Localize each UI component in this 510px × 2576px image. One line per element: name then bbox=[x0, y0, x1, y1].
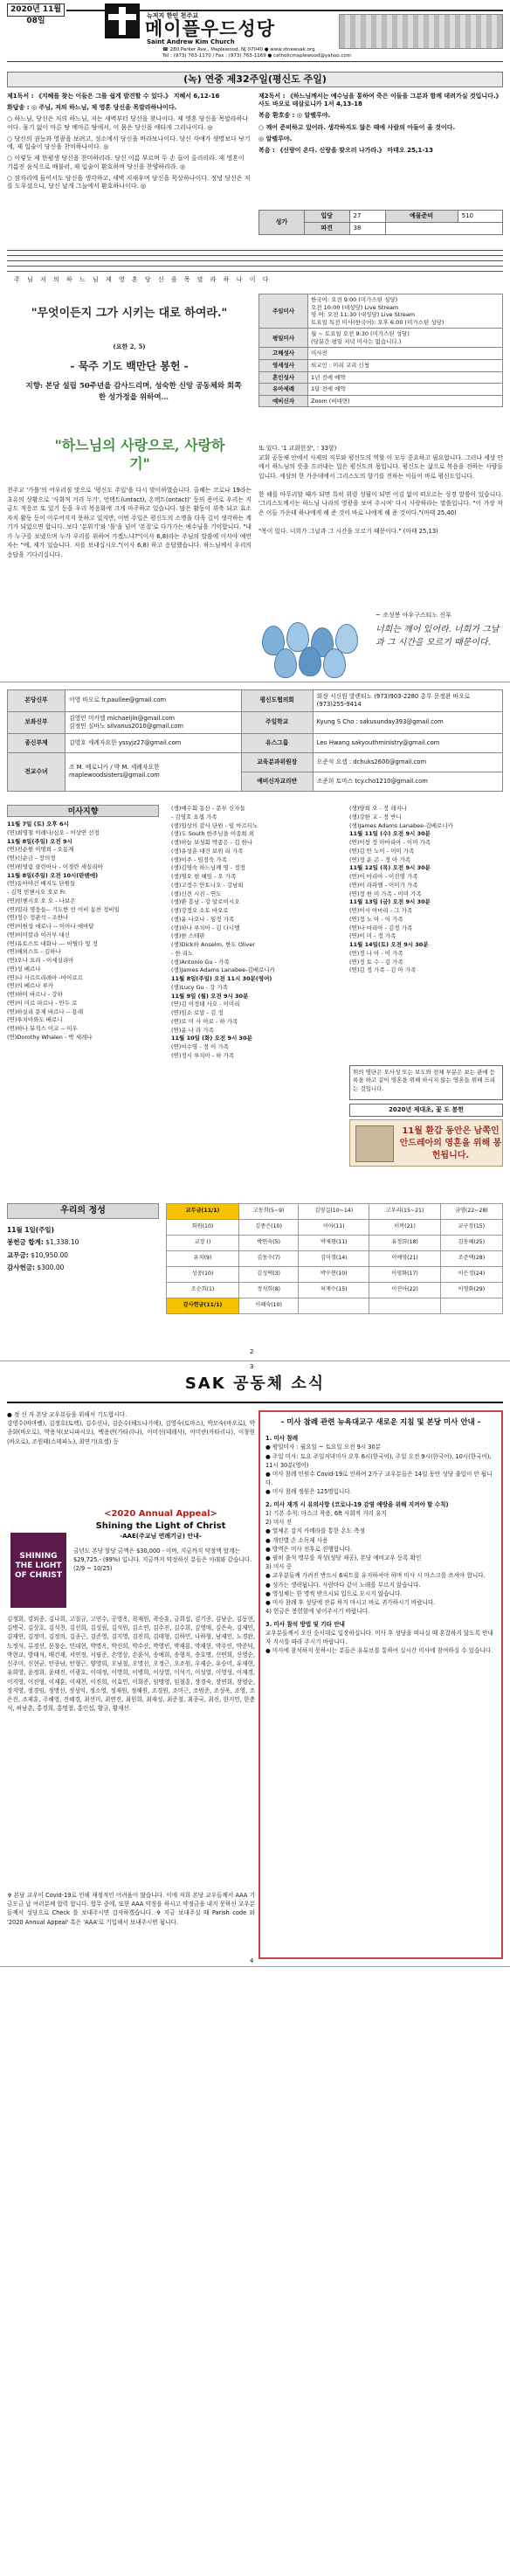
mass-intention-line: (연)하실리 문제 바르나 -- 용래 bbox=[7, 1008, 84, 1015]
mass-intention-line: (생)Antonio Gu - 가족 bbox=[171, 958, 230, 966]
mass-intention-line: (연)하미 바르나 - 강하 bbox=[7, 991, 63, 998]
mass-intention-line: (생)일상의 감사 단원 - 임 마르티노 bbox=[171, 821, 258, 829]
psalm-verse-3: ○ 이렇듯 제 한평생 당신을 찬미하리라. 당신 이름 부르며 두 손 들어 올리리라. 제 영혼이 기름진 음식으로 배불러, 제 입술이 환호하며 당신을 찬양하리라. ◎ bbox=[7, 155, 245, 170]
mass-intention-line: (연)이 미르 파르나 - 안두 로 bbox=[7, 999, 78, 1007]
mass-intention-line: (연)유토스트 대화나 --- 마틸다 및 정 bbox=[7, 939, 99, 947]
offering-date: 11월 1일(주일) bbox=[7, 1226, 55, 1234]
page-number: 4 bbox=[250, 1957, 254, 1964]
mass-intention-line: (연)정수 정관석 - 조한나 bbox=[7, 914, 69, 922]
schedule-cell: 고우리(15~21) bbox=[369, 1204, 440, 1220]
mass-intentions-col3 bbox=[349, 805, 503, 975]
essay-signature: ~ 조성봉 아우구스티노 신부 bbox=[376, 612, 451, 619]
gospel-acclamation: 복음 환호송 : ◎ 알렐루야. bbox=[258, 112, 331, 120]
mass-intention-line: (연)최명철 이레나/심오 - 이상연 선정 bbox=[7, 828, 100, 836]
mass-intention-line: (연)오나 요리 - 이세실리아 bbox=[7, 957, 74, 964]
offering-row: 봉헌금 합계: $1,338.10 bbox=[7, 1238, 79, 1247]
mass-intention-line: (생)김영숙 하느님께 영 - 정정 bbox=[171, 864, 245, 872]
staff-contact: Leo Hwang sakyouthministry@gmail.com bbox=[313, 733, 502, 752]
mass-intention-line: (연)빈첸시오 오 오 - 나보은 bbox=[7, 897, 76, 904]
offering-row: 감사헌금: $300.00 bbox=[7, 1263, 65, 1271]
schedule-cell: 이영화(29) bbox=[440, 1283, 502, 1298]
church-name-en: Saint Andrew Kim Church bbox=[147, 38, 235, 45]
mass-intention-line: (생)하늘 보성회 박종은 - 김 한나 bbox=[171, 839, 253, 846]
church-address: ☎ 280 Parker Ave., Maplewood, NJ 07040 ● www.stnewsak.org bbox=[162, 47, 315, 52]
staff-line bbox=[7, 266, 503, 267]
mass-intention-line: 11월 7일 (토) 오후 6시 bbox=[7, 821, 69, 828]
schedule-row bbox=[167, 1204, 503, 1220]
hymn-recessional-label: 파견 bbox=[304, 223, 349, 235]
mass-intention-line: (생)하나 루치아 - 김 다니엘 bbox=[171, 924, 240, 931]
gospel-acclamation-end: ◎ 알렐루야. bbox=[258, 135, 293, 142]
schedule-cell: 이진아(22) bbox=[369, 1283, 440, 1298]
mass-intention-line: (연)나 사르트리레아 -마이로르 bbox=[7, 973, 83, 981]
mass-intention-line: (연)이원성 에로나 -- 이아나 애마달 bbox=[7, 923, 94, 930]
mass-intention-line: (연)하나 뮤직스 이코 -- 미우 bbox=[7, 1025, 78, 1032]
staff-role: 종신부제 bbox=[8, 733, 65, 752]
schedule-cell: 이예영(21) bbox=[369, 1251, 440, 1267]
schedule-cell: 성중(10) bbox=[167, 1267, 239, 1283]
prayer-title: "무엇이든지 그가 시키는 대로 하여라." bbox=[31, 307, 228, 320]
mass-guidelines-box bbox=[258, 1410, 503, 1959]
bulletin-date: 2020년 11월 08일 bbox=[7, 3, 65, 17]
memorial-image bbox=[355, 1125, 394, 1162]
schedule-row bbox=[167, 1251, 503, 1267]
schedule-row bbox=[167, 1220, 503, 1236]
mass-intention-line: (연)이수영 - 정 이 가족 bbox=[171, 1043, 229, 1050]
mass-intention-line: 11월 8일(주일) 오전 10시(판텐에) bbox=[7, 871, 99, 879]
church-contact: Tel : (973) 763-1170 / Fax : (973) 763-1169 ● catholicmaplewood@yahoo.com bbox=[162, 53, 352, 59]
mass-intention-line: (생)James Adams Lanabee-김베로니카 bbox=[171, 966, 275, 974]
prayer-intention: 지향: 본당 설립 50주년을 감사드리며, 성숙한 신앙 공동체와 회쪽한 성가정을 위하여… bbox=[25, 382, 242, 402]
hymn-empty bbox=[385, 223, 502, 235]
mass-intention-line: (연)이 미 - 정 가족 bbox=[349, 932, 396, 940]
appeal-title: <2020 Annual Appeal> bbox=[104, 1509, 217, 1519]
mass-intention-line: 11월 8일(주일) 오전 9시 bbox=[7, 837, 72, 845]
essay-title: "하느님의 사랑으로, 사랑하기" bbox=[54, 437, 225, 472]
guideline-item: ● 미사 참례 정원은 125명입니다. bbox=[265, 1488, 352, 1496]
essay-left: 천주교 '가톨'의 어우러짐 맛으로 '평신도 주일'을 다시 맞이하였습니다. 올해는 코로나 19라는 초유의 상황으로 '사회적 거리 두기', 언택트(untact), 온택트(ontact)' 등의 용어로 우리는 지금도 적응코 또 있기 등을 우리 복음화에 크게 마주하고 있습니다. 많은 활동이 위축 되고 효소자치 활동 등이 이루어지지 못하고 있지만, 이번 주일은 평신도의 소명을 더욱 깊이 생각하는 계기가 되었으면 합니다. 보다 '분위기'와 '틀'을 넘어 '본질'로 다가가는 예수님을 기억합니다. "내가 누구를 보냈으며 누가 우리를 위하여 가겠느냐?"(이사 6,8)라는 주님의 말씀에 이사야 예언자는 "예, 제가 있습니다. 저를 보내십시오."(이사 6,8) 하고 응답했습니다. 하느님께서 우리의 응답을 기다리십니다. bbox=[7, 487, 252, 558]
mass-intention-line: (연)정시 루치아 - 하 가족 bbox=[171, 1051, 235, 1059]
guideline-item: ● 영성체는 한 명씩 받으시되 입으로 모시지 않습니다. bbox=[265, 1589, 403, 1597]
psalm-verse-1: ○ 하느님, 당신은 저의 하느님, 저는 새벽부터 당신을 찾나이다. 제 영혼 당신을 목말라하나이다. 물기 없이 마른 땅 메마른 땅에서, 이 몸은 당신을 애타게 그리나이다. ◎ bbox=[7, 115, 249, 131]
hymn-recessional-number: 38 bbox=[349, 223, 385, 235]
church-name: 메이플우드성당 bbox=[145, 18, 276, 39]
community-news-title: SAK 공동체 소식 bbox=[184, 1375, 326, 1393]
info-key: 주일미사 bbox=[259, 294, 308, 329]
schedule-cell: 이혜숙(10) bbox=[239, 1298, 299, 1314]
mass-intention-line: (생)유성훈 대건 보위 리 가족 bbox=[171, 847, 244, 855]
psalm-score bbox=[7, 243, 503, 287]
appeal-logo: SHINING THE LIGHT OF CHRIST bbox=[10, 1533, 66, 1608]
staff-contact: 김영호 세례자요한 yssyjz27@gmail.com bbox=[65, 733, 242, 752]
guideline-item: 3) 미사 중 bbox=[265, 1563, 293, 1571]
mass-intention-line: (연)이시 아마리 - 그 가족 bbox=[349, 907, 413, 914]
page-4-blank bbox=[0, 1966, 510, 2576]
schedule-cell: 고동희(5~9) bbox=[239, 1204, 299, 1220]
staff-role: 유스그룹 bbox=[241, 733, 313, 752]
info-value: 외교인 : 미리 교리 신청 bbox=[308, 360, 503, 372]
staff-directory bbox=[7, 689, 503, 792]
staff-role: 평신도협의회 bbox=[241, 690, 313, 712]
mass-intention-line: (생)강한 교 - 정 반니 bbox=[349, 813, 402, 821]
info-value: 1달 전에 예약 bbox=[308, 384, 503, 396]
info-value: Zoom (비대면) bbox=[308, 395, 503, 407]
schedule-cell: 유치(9) bbox=[167, 1251, 239, 1267]
mass-intention-line: (생)신전 시진 - 연도 bbox=[171, 890, 222, 897]
page-3 bbox=[0, 1361, 510, 1966]
offering-title: 우리의 정성 bbox=[7, 1203, 159, 1219]
mass-intention-line: (생)이주 - 임정숙 가족 bbox=[171, 855, 227, 863]
guideline-item: 4) 헌금은 봉헌함에 넣어주시기 바랍니다. bbox=[265, 1608, 370, 1616]
score-lyrics: 주 님 저 의 하 느 님 제 영 혼 당 신 을 목 말 라 하 나 이 다 bbox=[14, 276, 272, 283]
memorial-text: 11월 환갑 동안은 남쪽인 안드레아의 영혼을 위해 봉헌됩니다. bbox=[399, 1126, 502, 1160]
appeal-subtitle: Shining the Light of Christ bbox=[95, 1521, 226, 1531]
cross-icon bbox=[119, 7, 126, 35]
mass-intention-line: (연)이 라파엘 - 이미가 가족 bbox=[349, 881, 418, 889]
mass-intention-line: (연)이 마리아 - 이진영 가족 bbox=[349, 873, 418, 880]
schedule-row bbox=[167, 1267, 503, 1283]
prayer-subtitle: - 묵주 기도 백만단 봉헌 - bbox=[70, 360, 189, 372]
mass-intention-line: (연)정 나 아 - 이 가족 bbox=[349, 949, 403, 957]
info-value: 미사전 bbox=[308, 348, 503, 360]
schedule-cell: 김종은(10) bbox=[239, 1220, 299, 1236]
mass-intention-line: (연)나 마리아 - 김정 가족 bbox=[349, 924, 413, 931]
notice-text: 위의 명단은 오사성 또는 보도와 전체 부분은 보는 관에 등록을 하고 같이 영혼을 위해 하시지 않는 영혼들 위해 드리는 것입니다. bbox=[353, 1069, 496, 1092]
info-key: 고해성사 bbox=[259, 348, 308, 360]
info-value: 월 ~ 토요일 오전 9:30 (미가스틴 성당) (당분간 평일 저녁 미사는 없습니다.) bbox=[308, 329, 503, 348]
staff-contact: 김영인 미카엘 michaeljin@gmail.com 김정민 실바노 silvanus2010@gmail.com bbox=[65, 711, 242, 733]
psalm-verse-2: ○ 당신의 권능과 영광을 보려고, 성소에서 당신을 바라보나이다. 당신 자애가 생명보다 낫기에, 제 입술이 당신을 찬미하나이다. ◎ bbox=[7, 135, 251, 151]
mass-intention-line: (연)동아야건 배지도 단원들 bbox=[7, 880, 76, 888]
mass-intention-line: (생)윤 나오나 - 임정 가족 bbox=[171, 915, 235, 923]
hymn-offertory-label: 예물준비 bbox=[385, 211, 458, 223]
schedule-cell: 교구장(15) bbox=[440, 1220, 502, 1236]
mass-intention-line: (연)정 토 수 - 김 가족 bbox=[349, 958, 403, 966]
schedule-cell: 김성택(3) bbox=[239, 1267, 299, 1283]
memorial-box bbox=[349, 1119, 503, 1167]
mass-intention-line: (연)이창 정 아마리아 - 이미 가족 bbox=[349, 839, 431, 846]
mass-intentions-col1 bbox=[7, 821, 166, 1042]
schedule-cell: 박연숙(5) bbox=[239, 1236, 299, 1251]
offering-row: 교무금: $10,950.00 bbox=[7, 1250, 69, 1259]
guideline-item: ● 개인별 손 소독제 사용 bbox=[265, 1536, 328, 1544]
staff-contact: 이영 바오로 fr.paullee@gmail.com bbox=[65, 690, 242, 712]
staff-contact: 오준석 요셉 : dchuks2600@gmail.com bbox=[313, 752, 502, 772]
guideline-item: ● 주일 미사: 토요 주일저녁미사 오후 6시(한국어), 주일 오전 9시(한국어), 10시(한국어), 11시 30분(영어) bbox=[265, 1452, 492, 1469]
mass-intention-line: (생)환 흥남 - 강 알로이시오 bbox=[171, 898, 240, 906]
staff-role: 전교수녀 bbox=[8, 752, 65, 791]
schedule-cell: 허재수(15) bbox=[299, 1283, 369, 1298]
schedule-cell: 감사헌금(11/1) bbox=[167, 1298, 239, 1314]
staff-line bbox=[7, 271, 503, 272]
schedule-cell: 조준택(28) bbox=[440, 1251, 502, 1267]
mass-intention-line: (연)김 안 노이 - 이미 가족 bbox=[349, 847, 415, 855]
offering-summary bbox=[7, 1224, 159, 1274]
guideline-item: 1) 기본 수칙: 마스크 착용, 6ft 사회적 거리 유지 bbox=[265, 1509, 387, 1517]
info-key: 혼인성사 bbox=[259, 371, 308, 384]
schedule-cell: 이아(11) bbox=[299, 1220, 369, 1236]
schedule-cell bbox=[369, 1298, 440, 1314]
schedule-cell: 김동혜(25) bbox=[440, 1236, 502, 1251]
church-subtitle: 뉴저지 한인 천주교 bbox=[147, 12, 198, 19]
ministry-schedule bbox=[166, 1203, 503, 1314]
mass-intention-line: (연)로 미 사 아로 - 하 가족 bbox=[171, 1017, 238, 1025]
mass-intention-line: - 김영호 요셉 가족 bbox=[171, 813, 217, 821]
info-key: 유아세례 bbox=[259, 384, 308, 396]
staff-contact: 조준희 토마스 tcy.cho1210@gmail.com bbox=[313, 772, 502, 791]
mass-intention-line: (생)명오 현 해일 - 오 가족 bbox=[171, 873, 237, 880]
info-key: 평일미사 bbox=[259, 329, 308, 348]
mass-intention-line: (연)정 노 아 - 이 가족 bbox=[349, 915, 403, 923]
sunday-title: (녹) 연중 제32주일(평신도 주일) bbox=[7, 72, 503, 87]
guideline-item: 2) 미사 전 bbox=[265, 1519, 293, 1527]
schedule-row bbox=[167, 1283, 503, 1298]
mass-intention-line: (연)진순원 이명희 - 오동재 bbox=[7, 846, 74, 854]
gospel: 복음 : 《신랑이 온다. 신랑을 맞으러 나가라.》 마태오 25,1-13 bbox=[258, 147, 434, 155]
schedule-cell: 교장 () bbox=[167, 1236, 239, 1251]
staff-role: 주일학교 bbox=[241, 711, 313, 733]
guideline-item: 교우분들께서 오신 순서대로 입장하십니다. 미사 후 성당을 떠나실 때 혼잡하지 않도록 안내자 지시를 따라 주시기 바랍니다. bbox=[265, 1629, 493, 1645]
schedule-cell: 정석희(8) bbox=[239, 1283, 299, 1298]
guideline-item: ● 방역은 미사 전후로 진행합니다. bbox=[265, 1545, 353, 1553]
guideline-item: 3. 미사 참석 방법 및 기타 안내 bbox=[265, 1620, 345, 1628]
mass-intention-line: (연)이미칼라 이러부 대신 bbox=[7, 931, 70, 938]
schedule-cell: 유정희(18) bbox=[369, 1236, 440, 1251]
schedule-cell: 박재형(11) bbox=[299, 1236, 369, 1251]
staff-line bbox=[7, 250, 503, 251]
schedule-cell: 김미경(14) bbox=[299, 1251, 369, 1267]
schedule-row bbox=[167, 1236, 503, 1251]
mass-intention-line: 11월 8일(주일) 오전 11시 30분(영어) bbox=[171, 975, 272, 982]
mass-intention-line: (연)김 이정태 사오 - 이미리 bbox=[171, 1001, 240, 1008]
mass-intention-line: (생)Dick하 Anselm, 한도 Oliver bbox=[171, 941, 255, 948]
bulletin-header bbox=[7, 3, 503, 66]
guideline-item: 1. 미사 참례 bbox=[265, 1435, 299, 1443]
readings-left bbox=[7, 93, 252, 194]
guideline-item: ● 미사에 참석하지 못하시는 분들은 유튜브를 통하여 실시간 미사에 참여하실 수 있습니다. bbox=[265, 1647, 493, 1655]
mass-intention-line: (연)김 정 가족 - 김 아 가족 bbox=[349, 966, 417, 974]
staff-contact: 회장 서신원 발렌티노 (973)903-2280 총무 문정완 바오로 (973)255-9414 bbox=[313, 690, 502, 712]
page-2 bbox=[0, 682, 510, 1361]
guidelines-title: - 미사 참례 관련 뉴욕대교구 새로운 지침 및 본당 미사 안내 - bbox=[280, 1418, 481, 1427]
page-number: 2 bbox=[250, 1348, 254, 1355]
schedule-cell: 이영화(17) bbox=[369, 1267, 440, 1283]
psalm-verse-4: ○ 잠자리에 들어서도 당신을 생각하고, 새벽 지새우며 당신을 묵상하나이다. 정녕 당신은 저를 도우셨으니, 당신 날개 그늘에서 환호하나이다. ◎ bbox=[7, 174, 251, 190]
schedule-cell: 금영(22~28) bbox=[440, 1204, 502, 1220]
appeal-body: 금년도 본당 할당 금액은 $30,000 - 이며, 지금까지 약정액 합계는 $29,725.- (99%) 입니다. 지금까지 약정하신 분들은 아래와 같습니다. (2/9 ~ 10/25) bbox=[73, 1548, 252, 1573]
mass-intention-line: (연)정 운 곤 - 정 아 가족 bbox=[349, 855, 411, 863]
staff-contact: 조 M. 베로니카 / 박 M. 세례자요한 maplewoodsisters@gmail.com bbox=[65, 752, 242, 791]
essay-right: 또 있다. '1 교회헌장', : 33항) 교회 공동체 안에서 사제의 직무와 평신도의 역할 이 모두 중요하고 필요합니다. 그러나 세상 안에서 하느님의 뜻을 드러내는 일은 평신도의 몫입니다. 평신도는 삶으로 복음을 전하는 사람들입니다. 세상의 한 가운데에서 그리스도의 향기를 전하는 이들이 바로 평신도입니다. 한 해를 마무리할 때가 되면 특히 위령 성월이 되면 어김 없이 떠오르는 성경 말씀이 있습니다. '그리스도께서는 하느님 나라의 영광을 보여 주시며' 다시 사랑하라는 말씀입니다. "이 가장 작은 이들 가운데 하나에게 해 준 것이 바로 나에게 해 준 것이다."(마태 25,40) "복이 있다. 너희가 그날과 그 시간을 모르기 때문이다." (마태 25,13) bbox=[258, 445, 503, 535]
hymn-table bbox=[258, 210, 503, 235]
altar-flower-notice: 2020년 제대초, 꽃 도 봉헌 bbox=[349, 1104, 503, 1117]
mass-intention-line: (연)원영림 클린아나 - 이경란 세실리아 bbox=[7, 862, 103, 870]
staff-role: 본당신부 bbox=[8, 690, 65, 712]
schedule-cell bbox=[299, 1298, 369, 1314]
mass-intentions-col2 bbox=[171, 805, 346, 1061]
staff-role: 보좌신부 bbox=[8, 711, 65, 733]
mass-intention-line: - 김혁 빈첸시오 오로 Fr. bbox=[7, 889, 67, 896]
mass-intention-line: 11월 9일 (월) 오전 9시 30분 bbox=[171, 992, 249, 1000]
schedule-cell bbox=[440, 1298, 502, 1314]
staff-line bbox=[7, 255, 503, 256]
readings-right bbox=[258, 93, 503, 158]
mass-intention-line: (연)임소 로알 - 김 정 bbox=[171, 1009, 224, 1016]
schedule-row bbox=[167, 1298, 503, 1314]
mass-intention-line: (연)루치아와도 베로니 bbox=[7, 1016, 63, 1024]
schedule-cell: 회원(10) bbox=[167, 1220, 239, 1236]
mass-intention-line: (생)양희 오 - 정 레지나 bbox=[349, 805, 407, 812]
header-divider bbox=[7, 61, 503, 62]
mass-intention-line: (생)James Adams Lanabee-김베로니카 bbox=[349, 821, 453, 829]
page-1 bbox=[0, 0, 510, 682]
cross-icon-bar bbox=[108, 14, 136, 20]
mass-intention-line: (생)고정수 안토니오 - 강남희 bbox=[171, 881, 244, 889]
guideline-item: 2. 미사 재개 시 유의사항 (코로나-19 감염 예방을 위해 지켜야 할 수칙) bbox=[265, 1500, 449, 1508]
mass-intention-line: (생)예수회 동산 - 문부 신자들 bbox=[171, 805, 245, 812]
mass-intention-line: (연)정 한 미 가족 - 이미 가족 bbox=[349, 890, 422, 897]
staff-role: 교육분과위원장 bbox=[241, 752, 313, 772]
schedule-cell: 이은정(24) bbox=[440, 1267, 502, 1283]
schedule-cell: 이복(21) bbox=[369, 1220, 440, 1236]
info-value: 한국어: 오전 9:00 (미가스틴 성당) 오전 10:00 (대성당) Live Stream 영 어: 오전 11:30 (대성당) Live Stream 토요일 특전 미사(한국어): 오후 6:00 (미가스틴 성당) bbox=[308, 294, 503, 329]
calligraphy-verse: 너희는 깨어 있어라. 너희가 그날과 그 시간을 모르기 때문이다. bbox=[376, 625, 500, 647]
gospel-acclamation-verse: ○ 깨어 준비하고 있어라. 생각하지도 않은 때에 사람의 아들이 올 것이다. bbox=[258, 123, 456, 131]
mass-intention-line: (연)Dorothy Whalen - 박 세레나 bbox=[7, 1033, 93, 1041]
mass-intention-line: 11월 10일 (화) 오전 9시 30분 bbox=[171, 1035, 252, 1042]
mass-intention-line: (연)의 베르나 루카 bbox=[7, 982, 54, 990]
title-rule bbox=[7, 1402, 503, 1403]
staff-contact: Kyung S Cho : sakusunday393@gmail.com bbox=[313, 711, 502, 733]
page-number: 3 bbox=[250, 1363, 254, 1370]
mass-intention-line: - 한 리노 bbox=[171, 949, 194, 957]
mass-intention-line: (연)윤 나 라 가족 bbox=[171, 1026, 214, 1034]
easter-eggs-image bbox=[262, 622, 367, 678]
hymn-entrance-number: 27 bbox=[349, 211, 385, 223]
schedule-cell: 박수현(10) bbox=[299, 1267, 369, 1283]
intention-notice bbox=[349, 1065, 503, 1100]
hymn-label: 성가 bbox=[259, 211, 305, 235]
mass-intention-line: (연)해외스트 - 김하나 bbox=[7, 948, 61, 956]
prayer-list: ● 정 신 자 본당 교우분들을 위해서 기도합시다. 강영수(바마벨), 김정호(토렉), 김수선나, 김순수(헤드나가에), 김영숙(토마스), 박모숙(바오로), 박종화(바오로), 박용석(보니파시오), 백용란(가타리나), 이미선(데레사), 이미란(카타리나), 이창원(바오로), 조원태(스테파노), 최연기(요셉) 등 bbox=[7, 1411, 255, 1445]
psalm-response: 화답송 : ◎ 주님, 저의 하느님, 제 영혼 당신을 목말라하나이다. bbox=[7, 104, 177, 112]
appeal-donor-names: 김정회, 강외종, 김나희, 고칠규, 고연수, 공영옥, 곽재원, 곽승훈, 금희섭, 김기종, 김남순, 김동현, 김병국, 김상호, 김석천, 김선희, 김성림, 김석원, 김소연, 김수진, 김수희, 김영매, 김은숙, 김재민, 김재연, 김정미, 김정의, 김종근, 김준영, 김지영, 김진희, 김태형, 김하민, 나하형, 남재인, 노경완, 도정석, 류경선, 문창순, 민대현, 박명옥, 박선희, 박수산, 박영빈, 박재룡, 박재현, 박주인, 박준덕, 박현교, 방태석, 배건재, 서연정, 서필준, 손영상, 손윤석, 송예희, 송형직, 송호명, 신연희, 신영순, 신주미, 신현균, 안종남, 안형근, 양영희, 오남철, 오명선, 오정근, 오조원, 우제순, 유승미, 유재현, 유희영, 윤정희, 윤태진, 이광호, 이대정, 이명희, 이병희, 이상열, 이석기, 이성열, 이영성, 이재경, 이지영, 이진형, 이재훈, 이재천, 이진희, 이효민, 이회준, 임명영, 임철흥, 장경숙, 장연희, 장영순, 장지영, 정경임, 정명선, 정성익, 정소영, 정재원, 정혜원, 조경원, 조미근, 조범준, 조성욱, 조영, 조은진, 조제훈, 주혜영, 진혜경, 최선미, 최연진, 최원희, 최재성, 최준철, 최종국, 최진, 한지민, 한충석, 허남춘, 홍경희, 홍명철, 홍인섭, 황규, 황재선. bbox=[7, 1616, 255, 1713]
mass-intention-line: 11월 12일 (목) 오전 9시 30분 bbox=[349, 864, 431, 872]
hymn-offertory-number: 510 bbox=[458, 211, 502, 223]
mass-info-table bbox=[258, 294, 503, 407]
schedule-cell: 김동수(7) bbox=[239, 1251, 299, 1267]
mass-intention-line: 11월 13일 (금) 오전 9시 30분 bbox=[349, 898, 431, 906]
guideline-item: ● 미사 참례 후 성당에 잔류 하지 마시고 바로 귀가하시기 바랍니다. bbox=[265, 1599, 436, 1607]
mass-intention-line: (연)밀라 영웅들-- 기도한 인 이비 동찬 정비일 bbox=[7, 905, 120, 913]
staff-role: 예비신자교리반 bbox=[241, 772, 313, 791]
prayer-ref: (요한 2, 5) bbox=[113, 343, 146, 350]
reading-1: 제1독서 : 《지혜를 찾는 이들은 그를 쉽게 발견할 수 있다.》 지혜서 6,12-16 bbox=[7, 93, 220, 100]
info-value: 1년 전에 예약 bbox=[308, 371, 503, 384]
schedule-cell: 조순희(1) bbox=[167, 1283, 239, 1298]
church-building-image bbox=[339, 14, 503, 49]
mass-intention-line: 11월 11일 (수) 오전 9시 30분 bbox=[349, 830, 431, 838]
guideline-item: ● 필히 출석 명부를 작성(성당 제공), 본당 예비교우 등록 확인 bbox=[265, 1555, 422, 1562]
reading-2: 제2독서 : 《하느님께서는 예수님을 통하여 죽은 이들을 그분과 함께 데려가실 것입니다.》 사도 바오로 테살로니카 1서 4,13-18 bbox=[258, 93, 502, 108]
staff-line bbox=[7, 260, 503, 261]
rosary-prayer-box bbox=[7, 294, 250, 433]
guideline-item: ● 평일미사 : 월요일 ~ 토요일 오전 9시 30분 bbox=[265, 1444, 382, 1451]
mass-intention-line: (생)Lucy Gu - 강 가족 bbox=[171, 983, 229, 991]
mass-intention-line: (생)한 스테판 bbox=[171, 932, 205, 940]
info-key: 영세성사 bbox=[259, 360, 308, 372]
info-key: 예비신자 bbox=[259, 395, 308, 407]
mass-intention-line: 11월 14일(토) 오전 9시 30분 bbox=[349, 941, 429, 948]
schedule-cell: 교무금(11/1) bbox=[167, 1204, 239, 1220]
mass-intention-line: (연)성 베르나 bbox=[7, 965, 41, 973]
mass-intention-line: (연)신순금 - 장의정 bbox=[7, 855, 56, 862]
guidelines-list bbox=[265, 1434, 496, 1655]
guideline-item: ● 미사 참례 인원수 Covid-19로 인하여 2가구 교우분들은 14일 동안 성당 출입이 안 됩니다. bbox=[265, 1471, 493, 1487]
schedule-cell: 김영길(10~14) bbox=[299, 1204, 369, 1220]
guideline-item: ● 열체온 감지 카메라를 통한 온도 측정 bbox=[265, 1527, 365, 1535]
guideline-item: ● 교우분들께 가려진 반드시 6피트를 유지하셔야 하며 미사 시 마스크를 쓰셔야 합니다. bbox=[265, 1572, 486, 1580]
guideline-item: ● 성가는 생략됩니다. 사람마다 같이 노래를 부르지 않습니다. bbox=[265, 1581, 421, 1589]
hymn-entrance-label: 입당 bbox=[304, 211, 349, 223]
appeal-subtitle2: -AAE(주교님 연례기금) 안내- bbox=[120, 1533, 202, 1540]
mass-intention-line: (생)강정오 소토 바오로 bbox=[171, 907, 229, 914]
appeal-footnote: ✞ 본당 교우이 Covid-19로 인해 재정적인 어려움이 많습니다. 이에 저희 본당 교우들께서 AAA 기금모금 납 여러분께 합력 합니다. 합무 중에, 또한 AAA 약정을 하시고 약정금을 내지 못하신 교우분들께서 성당으로 Check 를 보내주시면 감사하겠습니다. ✞ 지금 보내주실 때 Parish code 와 '2020 Annual Appeal' 혹은 'AAA'로 기입해서 보내주시면 됩니다. bbox=[7, 1892, 255, 1926]
mass-intention-line: (생)도 South 한주님을 이종희 외 bbox=[171, 830, 255, 838]
mass-intentions-title: 미사지향 bbox=[7, 805, 159, 817]
